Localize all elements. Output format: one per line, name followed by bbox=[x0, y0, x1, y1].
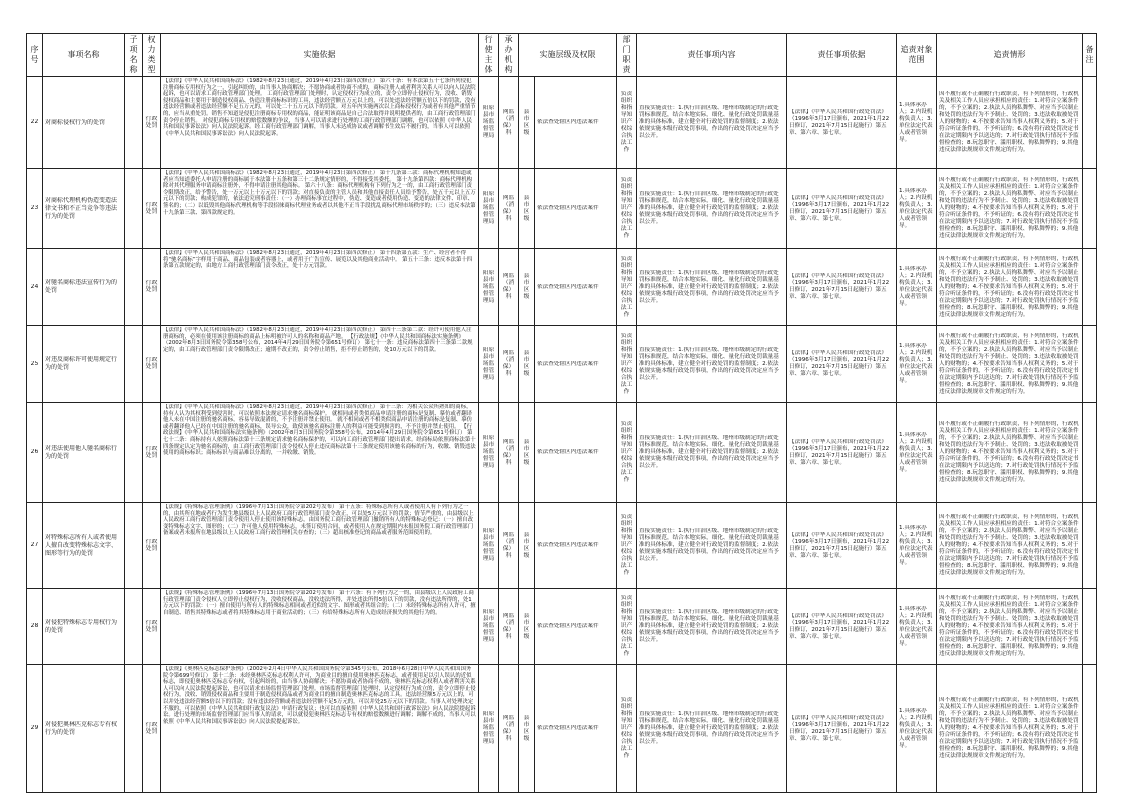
row-resp-content-text: 直接实施责任：1.执行自治区级、地州市级制定的行政处罚标准规范，结合本地实际，细化、量化行政处罚裁量基准的具体标准，建立健全对行政处罚的监督制度；2.依法依规实施本级行政处罚事项，作出的行政处罚决定应当予以公开。 bbox=[639, 346, 779, 381]
table-row bbox=[27, 77, 1097, 169]
row-undertaker-text: 网监（消保）科 bbox=[502, 350, 515, 377]
header-level: 实施层级及权限 bbox=[519, 34, 617, 77]
row-resp-basis bbox=[787, 77, 897, 169]
row-seq-text: 26 bbox=[30, 449, 39, 456]
row-power-type-text: 行政处罚 bbox=[145, 280, 158, 293]
row-resp-basis-text: 【法律】《中华人民共和国行政处罚法》（1996年3月17日颁布，2021年1月22日修订，2021年7月15日起施行）第五章、第六章、第七章。 bbox=[789, 273, 890, 300]
row-resp-basis bbox=[787, 326, 897, 403]
row-resp-content bbox=[637, 403, 787, 503]
row-resp-content bbox=[637, 169, 787, 249]
row-item-name-text: 对违法使用他人驰名商标行为的处罚 bbox=[45, 444, 118, 460]
row-resp-content bbox=[637, 503, 787, 589]
row-circumstances-text: 因不履行或不正确履行行政职责，有下列情形的，行政机关及相关工作人员应承担相应的责任：1.对符合立案条件的，不予立案的；2.执法人员徇私舞弊、对应当予以制止和处罚的违法行为不予制止、处罚的；3.违法收取被处罚人的财物的；4.不按要求告知当事人权利义务的；5.对于符合听证条件的，不予听证的；6.没有将行政处罚决定书在法定期限内予以送达的；7.对行政处罚执行情况不予监督检查的；8.玩忽职守、滥用职权、徇私舞弊的；9.其他违反法律法规规章文件规定的行为。 bbox=[939, 514, 1079, 576]
row-seq bbox=[27, 249, 43, 326]
row-note bbox=[1083, 326, 1097, 403]
row-item-name bbox=[43, 249, 125, 326]
row-power-type-text: 行政处罚 bbox=[145, 445, 158, 459]
row-basis bbox=[161, 665, 479, 793]
row-accountable-text: 1.具体承办人；2.内设机构负责人；3.单位法定代表人或者管领导。 bbox=[899, 524, 933, 566]
row-level-text-text: 依法查处辖区内违法案件 bbox=[537, 119, 599, 125]
row-subject-text: 阳原县市场监督管理局 bbox=[482, 435, 495, 469]
table-row bbox=[27, 169, 1097, 249]
row-accountable-text: 1.具体承办人；2.内设机构负责人；3.单位法定代表人或者管领导。 bbox=[899, 187, 933, 229]
row-sub-item bbox=[125, 403, 143, 503]
row-circumstances-text: 因不履行或不正确履行行政职责，有下列情形的，行政机关及相关工作人员应承担相应的责任：1.对符合立案条件的，不予立案的；2.执法人员徇私舞弊、对应当予以制止和处罚的违法行为不予制止、处罚的；3.违法收取被处罚人的财物的；4.不按要求告知当事人权利义务的；5.对于符合听证条件的，不予听证的；6.没有将行政处罚决定书在法定期限内予以送达的；7.对行政处罚执行情况不予监督检查的；8.玩忽职守、滥用职权、徇私舞弊的；9.其他违反法律法规规章文件规定的行为。 bbox=[939, 697, 1079, 759]
row-undertaker bbox=[499, 665, 519, 793]
row-power-type-text: 行政处罚 bbox=[145, 357, 158, 370]
row-undertaker-text: 网监（消保）科 bbox=[502, 612, 515, 640]
row-basis bbox=[161, 326, 479, 403]
row-duty bbox=[617, 169, 637, 249]
row-level-text-text: 依法查处辖区内违法案件 bbox=[537, 623, 599, 629]
row-duty-text: 负责组织和指导知识产权综合执法工作 bbox=[620, 255, 633, 318]
row-resp-basis bbox=[787, 589, 897, 665]
row-item-name-text: 对侵犯奥林匹克标志专有权行为的处罚 bbox=[45, 720, 118, 736]
header-power-type: 权力类型 bbox=[143, 34, 161, 77]
row-power-type bbox=[143, 77, 161, 169]
row-level-text-text: 依法查处辖区内违法案件 bbox=[537, 449, 599, 455]
row-basis-text: 【法律】《中华人民共和国商标法》（1982年8月23日通过，2019年4月23日第四次修正） 第四十三条第二款：经许可使用他人注册商标的，必须在使用该注册商标的商品上标明被许可人的名称和商品产地。 【行政法规】《中华人民共和国商标法实施条例》（2002年8月3日国务院令第358号公布，2014年4月29日国务院令第651号修订） 第七十一条：违反商标法第四十三条第二款规定的，由工商行政管理部门责令限期改正；逾期不改正的，责令停止销售，拒不停止销售的，处10万元以下的罚款。 bbox=[163, 327, 473, 353]
header-sub-item: 子项名称 bbox=[125, 34, 143, 77]
row-resp-basis-text: 【法律】《中华人民共和国行政处罚法》（1996年3月17日颁布，2021年1月22日修订，2021年7月15日起施行）第五章、第六章、第七章。 bbox=[789, 350, 890, 377]
row-basis bbox=[161, 503, 479, 589]
row-resp-basis-text: 【法律】《中华人民共和国行政处罚法》（1996年3月17日颁布，2021年1月22日修订，2021年7月15日起施行）第五章、第六章、第七章。 bbox=[789, 194, 890, 222]
row-resp-content-text: 直接实施责任：1.执行自治区级、地州市级制定的行政处罚标准规范，结合本地实际，细化、量化行政处罚裁量基准的具体标准，建立健全对行政处罚的监督制度；2.依法依规实施本级行政处罚事项，作出的行政处罚决定应当予以公开。 bbox=[639, 191, 779, 225]
row-accountable bbox=[897, 326, 937, 403]
row-circumstances-text: 因不履行或不正确履行行政职责，有下列情形的，行政机关及相关工作人员应承担相应的责任：1.对符合立案条件的，不予立案的；2.执法人员徇私舞弊、对应当予以制止和处罚的违法行为不予制止、处罚的；3.违法收取被处罚人的财物的；4.不按要求告知当事人权利义务的；5.对于符合听证条件的，不予听证的；6.没有将行政处罚决定书在法定期限内予以送达的；7.对行政处罚执行情况不予监督检查的；8.玩忽职守、滥用职权、徇私舞弊的；9.其他违反法律法规规章文件规定的行为。 bbox=[939, 421, 1079, 483]
row-sub-item bbox=[125, 503, 143, 589]
row-duty bbox=[617, 77, 637, 169]
header-basis: 实施依据 bbox=[161, 34, 479, 77]
row-subject bbox=[479, 77, 499, 169]
row-note bbox=[1083, 77, 1097, 169]
row-duty bbox=[617, 326, 637, 403]
row-basis-text: 【法律】《中华人民共和国商标法》（1982年8月23日通过，2019年4月23日第四次修正） 第十九条第三款：商标代理机构知道或者应当知道委托人申请注册的商标属于本法第十五条和第三十二条规定情形的，不得接受其委托。 第十九条第四款：商标代理机构除对其代理服务申请商标注册外，不得申请注册其他商标。 第六十八条：商标代理机构有下列行为之一的，由工商行政管理部门责令限期改正，给予警告，处一万元以上十万元以下的罚款；对直接负责的主管人员和其他直接责任人员给予警告，处五千元以上五万元以下的罚款；构成犯罪的，依法追究刑事责任：（一）办理商标事宜过程中，伪造、变造或者使用伪造、变造的法律文件、印章、签名的；（二）以诋毁其他商标代理机构等手段招徕商标代理业务或者以其他不正当手段扰乱商标代理市场秩序的；（三）违反本法第十九条第三款、第四款规定的。 bbox=[163, 170, 476, 216]
row-resp-basis-text: 【法律】《中华人民共和国行政处罚法》（1996年3月17日颁布，2021年1月22日修订，2021年7月15日起施行）第五章、第六章、第七章。 bbox=[789, 531, 890, 559]
row-basis-text: 【法规】《特殊标志管理条例》（1996年7月13日国务院令第202号发布） 第十六条：有下列行为之一的，由县级以上人民政府工商行政管理部门责令侵权人立即停止侵权行为，没收侵权商品，没收违法所得，并处违法所得5倍以下的罚款，没有违法所得的，处1万元以下的罚款：（一）擅自使用与所有人的特殊标志相同或者近似的文字、图形或者其组合的；（二）未经特殊标志所有人许可，擅自制造、销售其特殊标志或者将其特殊标志用于商业活动的；（三）有给特殊标志所有人造成经济损失的其他行为的。 bbox=[163, 590, 476, 616]
row-sub-item bbox=[125, 326, 143, 403]
row-duty-text: 负责组织和指导知识产权综合执法工作 bbox=[620, 421, 633, 483]
row-resp-basis-text: 【法律】《中华人民共和国行政处罚法》（1996年3月17日颁布，2021年1月22日修订，2021年7月15日起施行）第五章、第六章、第七章。 bbox=[789, 108, 890, 136]
row-note bbox=[1083, 589, 1097, 665]
row-circumstances-text: 因不履行或不正确履行行政职责，有下列情形的，行政机关及相关工作人员应承担相应的责任：1.对符合立案条件的，不予立案的；2.执法人员徇私舞弊、对应当予以制止和处罚的违法行为不予制止、处罚的；3.违法收取被处罚人的财物的；4.不按要求告知当事人权利义务的；5.对于符合听证条件的，不予听证的；6.没有将行政处罚决定书在法定期限内予以送达的；7.对行政处罚执行情况不予监督检查的；8.玩忽职守、滥用职权、徇私舞弊的；9.其他违反法律法规规章文件规定的行为。 bbox=[939, 177, 1079, 239]
header-subject: 行使主体 bbox=[479, 34, 499, 77]
row-item-name-text: 对违反商标许可使用规定行为的处罚 bbox=[45, 356, 118, 371]
table-row bbox=[27, 503, 1097, 589]
row-power-type-text: 行政处罚 bbox=[145, 538, 158, 552]
row-subject bbox=[479, 326, 499, 403]
row-seq-text: 29 bbox=[30, 725, 39, 732]
row-duty bbox=[617, 503, 637, 589]
row-level-text bbox=[535, 403, 617, 503]
row-circumstances bbox=[937, 169, 1083, 249]
row-subject-text: 阳原县市场监督管理局 bbox=[482, 346, 495, 381]
row-level-text-text: 依法查处辖区内违法案件 bbox=[537, 725, 599, 731]
row-level-scope-text: 县市区级 bbox=[523, 108, 530, 136]
header-circumstances: 追责情形 bbox=[937, 34, 1083, 77]
row-level-scope-text: 县市区级 bbox=[523, 273, 530, 300]
row-seq bbox=[27, 403, 43, 503]
row-subject-text: 阳原县市场监督管理局 bbox=[482, 105, 495, 139]
row-item-name bbox=[43, 665, 125, 793]
row-seq bbox=[27, 503, 43, 589]
row-sub-item bbox=[125, 665, 143, 793]
row-circumstances-text: 因不履行或不正确履行行政职责，有下列情形的，行政机关及相关工作人员应承担相应的责任：1.对符合立案条件的，不予立案的；2.执法人员徇私舞弊、对应当予以制止和处罚的违法行为不予制止、处罚的；3.违法收取被处罚人的财物的；4.不按要求告知当事人权利义务的；5.对于符合听证条件的，不予听证的；6.没有将行政处罚决定书在法定期限内予以送达的；7.对行政处罚执行情况不予监督检查的；8.玩忽职守、滥用职权、徇私舞弊的；9.其他违反法律法规规章文件规定的行为。 bbox=[939, 595, 1079, 657]
row-level-scope bbox=[519, 503, 535, 589]
row-level-scope bbox=[519, 77, 535, 169]
row-seq-text: 28 bbox=[30, 623, 39, 630]
row-basis bbox=[161, 403, 479, 503]
row-power-type bbox=[143, 169, 161, 249]
row-subject bbox=[479, 503, 499, 589]
header-accountable: 追责对象范围 bbox=[897, 34, 937, 77]
row-note bbox=[1083, 403, 1097, 503]
row-resp-content-text: 直接实施责任：1.执行自治区级、地州市级制定的行政处罚标准规范，结合本地实际，细化、量化行政处罚裁量基准的具体标准，建立健全对行政处罚的监督制度；2.依法依规实施本级行政处罚事项，作出的行政处罚决定应当予以公开。 bbox=[639, 105, 779, 139]
row-level-scope bbox=[519, 249, 535, 326]
row-level-text-text: 依法查处辖区内违法案件 bbox=[537, 283, 599, 290]
row-resp-basis-text: 【法律】《中华人民共和国行政处罚法》（1996年3月17日颁布，2021年1月22日修订，2021年7月15日起施行）第五章、第六章、第七章。 bbox=[789, 612, 890, 640]
table-row bbox=[27, 326, 1097, 403]
row-resp-basis bbox=[787, 503, 897, 589]
row-circumstances bbox=[937, 77, 1083, 169]
row-sub-item bbox=[125, 249, 143, 326]
row-sub-item bbox=[125, 169, 143, 249]
row-undertaker bbox=[499, 326, 519, 403]
row-accountable bbox=[897, 589, 937, 665]
row-accountable-text: 1.具体承办人；2.内设机构负责人；3.单位法定代表人或者管领导。 bbox=[899, 101, 933, 143]
row-duty-text: 负责组织和指导知识产权综合执法工作 bbox=[620, 514, 633, 576]
row-sub-item bbox=[125, 77, 143, 169]
row-accountable-text: 1.具体承办人；2.内设机构负责人；3.单位法定代表人或者管领导。 bbox=[899, 707, 933, 749]
row-duty-text: 负责组织和指导知识产权综合执法工作 bbox=[620, 91, 633, 153]
row-resp-content bbox=[637, 665, 787, 793]
row-subject-text: 阳原县市场监督管理局 bbox=[482, 191, 495, 225]
row-sub-item bbox=[125, 589, 143, 665]
row-level-text bbox=[535, 169, 617, 249]
row-resp-content bbox=[637, 77, 787, 169]
row-item-name bbox=[43, 326, 125, 403]
table-row bbox=[27, 403, 1097, 503]
row-seq-text: 27 bbox=[30, 542, 39, 549]
row-item-name-text: 对侵犯特殊标志专用权行为的处罚 bbox=[45, 618, 118, 634]
row-level-scope-text: 县市区级 bbox=[523, 714, 530, 742]
row-power-type-text: 行政处罚 bbox=[145, 201, 158, 215]
row-accountable bbox=[897, 665, 937, 793]
row-item-name-text: 对特殊标志所有人或者使用人擅自改变特殊标志文字、图形等行为的处罚 bbox=[45, 533, 118, 557]
row-power-type-text: 行政处罚 bbox=[145, 721, 158, 735]
row-seq bbox=[27, 589, 43, 665]
row-undertaker bbox=[499, 77, 519, 169]
row-duty bbox=[617, 403, 637, 503]
row-level-text-text: 依法查处辖区内违法案件 bbox=[537, 205, 599, 211]
row-resp-content-text: 直接实施责任：1.执行自治区级、地州市级制定的行政处罚标准规范，结合本地实际，细化、量化行政处罚裁量基准的具体标准，建立健全对行政处罚的监督制度；2.依法依规实施本级行政处罚事项，作出的行政处罚决定应当予以公开。 bbox=[639, 269, 779, 304]
header-seq: 序号 bbox=[27, 34, 43, 77]
row-basis-text: 【法规】《奥林匹克标志保护条例》（2002年2月4日中华人民共和国国务院令第345号公布，2018年6月28日中华人民共和国国务院令第699号修订） 第十二条：未经奥林匹克标志权利人许可，为商业目的擅自使用奥林匹克标志，或者使用足以引人误认的近似标志，即侵犯奥林匹克标志专有权，引起纠纷的，由当事人协商解决；不愿协商或者协商不成的，奥林匹克标志权利人或者利害关系人可以向人民法院提起诉讼，也可以请求市场监督管理部门处理。市场监督管理部门处理时，认定侵权行为成立的，责令立即停止侵权行为，没收、销毁侵权商品和主要用于制造侵权商品或者为商业目的擅自制造奥林匹克标志的工具。违法经营额5万元以上的，可以并处违法经营额5倍以下的罚款；没有违法经营额或者违法经营额不足5万元的，可以并处25万元以下的罚款。当事人对处理决定不服的，可以依照《中华人民共和国行政复议法》申请行政复议；也可以直接依照《中华人民共和国行政诉讼法》向人民法院提起诉讼。进行处理的市场监督管理部门应当事人的请求，可以就侵犯奥林匹克标志专有权的赔偿数额进行调解；调解不成的，当事人可以依照《中华人民共和国民事诉讼法》向人民法院提起诉讼。 bbox=[163, 666, 476, 725]
row-resp-basis bbox=[787, 249, 897, 326]
row-accountable bbox=[897, 77, 937, 169]
row-level-scope-text: 县市区级 bbox=[523, 531, 530, 559]
row-resp-basis-text: 【法律】《中华人民共和国行政处罚法》（1996年3月17日颁布，2021年1月22日修订，2021年7月15日起施行）第五章、第六章、第七章。 bbox=[789, 438, 890, 466]
row-power-type bbox=[143, 665, 161, 793]
row-basis bbox=[161, 77, 479, 169]
row-accountable-text: 1.具体承办人；2.内设机构负责人；3.单位法定代表人或者管领导。 bbox=[899, 266, 933, 307]
row-accountable-text: 1.具体承办人；2.内设机构负责人；3.单位法定代表人或者管领导。 bbox=[899, 431, 933, 473]
row-level-scope-text: 县市区级 bbox=[523, 350, 530, 377]
row-duty-text: 负责组织和指导知识产权综合执法工作 bbox=[620, 697, 633, 759]
row-undertaker-text: 网监（消保）科 bbox=[502, 108, 515, 136]
table-row bbox=[27, 249, 1097, 326]
row-circumstances-text: 因不履行或不正确履行行政职责，有下列情形的，行政机关及相关工作人员应承担相应的责任：1.对符合立案条件的，不予立案的；2.执法人员徇私舞弊、对应当予以制止和处罚的违法行为不予制止、处罚的；3.违法收取被处罚人的财物的；4.不按要求告知当事人权利义务的；5.对于符合听证条件的，不予听证的；6.没有将行政处罚决定书在法定期限内予以送达的；7.对行政处罚执行情况不予监督检查的；8.玩忽职守、滥用职权、徇私舞弊的；9.其他违反法律法规规章文件规定的行为。 bbox=[939, 91, 1079, 153]
row-level-scope-text: 县市区级 bbox=[523, 438, 530, 466]
row-resp-content-text: 直接实施责任：1.执行自治区级、地州市级制定的行政处罚标准规范，结合本地实际，细化、量化行政处罚裁量基准的具体标准，建立健全对行政处罚的监督制度；2.依法依规实施本级行政处罚事项，作出的行政处罚决定应当予以公开。 bbox=[639, 528, 779, 562]
row-undertaker-text: 网监（消保）科 bbox=[502, 531, 515, 559]
row-circumstances bbox=[937, 326, 1083, 403]
row-item-name bbox=[43, 77, 125, 169]
row-power-type-text: 行政处罚 bbox=[145, 115, 158, 129]
row-power-type bbox=[143, 589, 161, 665]
row-duty bbox=[617, 249, 637, 326]
row-basis bbox=[161, 169, 479, 249]
row-accountable bbox=[897, 169, 937, 249]
row-level-scope bbox=[519, 403, 535, 503]
row-seq bbox=[27, 665, 43, 793]
row-subject-text: 阳原县市场监督管理局 bbox=[482, 269, 495, 304]
row-basis-text: 【法律】《中华人民共和国商标法》（1982年8月23日通过，2019年4月23日第四次修正） 第十四条第五款：生产、经营者不得将“驰名商标”字样用于商品、商品包装或者容器上，或者用于广告宣传、展览以及其他商业活动中。 第五十三条：违反本法第十四条第五款规定的，由地方工商行政管理部门责令改正，处十万元罚款。 bbox=[163, 250, 473, 270]
row-power-type bbox=[143, 249, 161, 326]
row-circumstances bbox=[937, 249, 1083, 326]
row-resp-basis-text: 【法律】《中华人民共和国行政处罚法》（1996年3月17日颁布，2021年1月22日修订，2021年7月15日起施行）第五章、第六章、第七章。 bbox=[789, 714, 890, 742]
row-circumstances bbox=[937, 503, 1083, 589]
row-circumstances-text: 因不履行或不正确履行行政职责，有下列情形的，行政机关及相关工作人员应承担相应的责任：1.对符合立案条件的，不予立案的；2.执法人员徇私舞弊、对应当予以制止和处罚的违法行为不予制止、处罚的；3.违法收取被处罚人的财物的；4.不按要求告知当事人权利义务的；5.对于符合听证条件的，不予听证的；6.没有将行政处罚决定书在法定期限内予以送达的；7.对行政处罚执行情况不予监督检查的；8.玩忽职守、滥用职权、徇私舞弊的；9.其他违反法律法规规章文件规定的行为。 bbox=[939, 255, 1079, 318]
row-basis-text: 【法律】《中华人民共和国商标法》（1982年8月23日通过，2019年4月23日第四次修正） 第六十条：有本法第五十七条所列侵犯注册商标专用权行为之一，引起纠纷的，由当事人协商解决；不愿协商或者协商不成的，商标注册人或者利害关系人可以向人民法院起诉，也可以请求工商行政管理部门处理。 工商行政管理部门处理时，认定侵权行为成立的，责令立即停止侵权行为，没收、销毁侵权商品和主要用于制造侵权商品、伪造注册商标标识的工具，违法经营额五万元以上的，可以处违法经营额五倍以下的罚款，没有违法经营额或者违法经营额不足五万元的，可以处二十五万元以下的罚款。对五年内实施两次以上商标侵权行为或者有其他严重情节的，应当从重处罚。销售不知道是侵犯注册商标专用权的商品，能证明该商品是自己合法取得并说明提供者的，由工商行政管理部门责令停止销售。 对侵犯商标专用权的赔偿数额的争议，当事人可以请求进行处理的工商行政管理部门调解，也可以依照《中华人民共和国民事诉讼法》向人民法院起诉。经工商行政管理部门调解，当事人未达成协议或者调解书生效后不履行的，当事人可以依照《中华人民共和国民事诉讼法》向人民法院起诉。 bbox=[163, 78, 476, 137]
row-item-name-text: 对商标代理机构伪造变造法律文书和不正当竞争等违法行为的处罚 bbox=[45, 196, 118, 220]
row-circumstances-text: 因不履行或不正确履行行政职责，有下列情形的，行政机关及相关工作人员应承担相应的责任：1.对符合立案条件的，不予立案的；2.执法人员徇私舞弊、对应当予以制止和处罚的违法行为不予制止、处罚的；3.违法收取被处罚人的财物的；4.不按要求告知当事人权利义务的；5.对于符合听证条件的，不予听证的；6.没有将行政处罚决定书在法定期限内予以送达的；7.对行政处罚执行情况不予监督检查的；8.玩忽职守、滥用职权、徇私舞弊的；9.其他违反法律法规规章文件规定的行为。 bbox=[939, 332, 1079, 395]
row-item-name bbox=[43, 403, 125, 503]
row-power-type bbox=[143, 503, 161, 589]
row-level-scope bbox=[519, 589, 535, 665]
row-undertaker-text: 网监（消保）科 bbox=[502, 194, 515, 222]
row-level-text bbox=[535, 77, 617, 169]
row-basis-text: 【法律】《中华人民共和国商标法》（1982年8月23日通过，2019年4月23日第四次修正） 第十三条：为相关公众所熟知的商标，持有人认为其权利受到侵害时，可以依照本法规定请求驰名商标保护。 就相同或者类似商品申请注册的商标是复制、摹仿或者翻译他人未在中国注册的驰名商标，容易导致混淆的，不予注册并禁止使用。 就不相同或者不相类似商品申请注册的商标是复制、摹仿或者翻译他人已经在中国注册的驰名商标，误导公众，致使该驰名商标注册人的利益可能受到损害的，不予注册并禁止使用。 【行政法规】《中华人民共和国商标法实施条例》（2002年8月3日国务院令第358号公布，2014年4月29日国务院令第651号修订） 第七十二条：商标持有人依照商标法第十三条规定请求驰名商标保护的，可以向工商行政管理部门提出请求。经商标局依照商标法第十四条规定认定为驰名商标的，由工商行政管理部门责令侵权人停止违反商标法第十三条规定使用该驰名商标的行为，收缴、销毁违法使用的商标标识；商标标识与商品难以分离的，一并收缴、销毁。 bbox=[163, 404, 476, 457]
row-duty bbox=[617, 589, 637, 665]
row-level-text bbox=[535, 249, 617, 326]
row-note bbox=[1083, 169, 1097, 249]
row-note bbox=[1083, 249, 1097, 326]
row-level-scope bbox=[519, 169, 535, 249]
table-row bbox=[27, 665, 1097, 793]
power-list-table bbox=[26, 33, 1097, 793]
header-note: 备注 bbox=[1083, 34, 1097, 77]
header-resp-content: 责任事项内容 bbox=[637, 34, 787, 77]
row-item-name bbox=[43, 503, 125, 589]
row-power-type bbox=[143, 326, 161, 403]
row-subject bbox=[479, 665, 499, 793]
row-duty-text: 负责组织和指导知识产权综合执法工作 bbox=[620, 332, 633, 395]
row-subject bbox=[479, 169, 499, 249]
table-row bbox=[27, 589, 1097, 665]
row-basis bbox=[161, 249, 479, 326]
row-subject-text: 阳原县市场监督管理局 bbox=[482, 609, 495, 643]
row-resp-basis bbox=[787, 665, 897, 793]
row-basis bbox=[161, 589, 479, 665]
row-resp-basis bbox=[787, 169, 897, 249]
row-seq bbox=[27, 326, 43, 403]
row-seq-text: 23 bbox=[30, 205, 39, 212]
row-level-text bbox=[535, 589, 617, 665]
row-level-scope-text: 县市区级 bbox=[523, 612, 530, 640]
row-resp-basis bbox=[787, 403, 897, 503]
header-item-name: 事项名称 bbox=[43, 34, 125, 77]
row-note bbox=[1083, 503, 1097, 589]
row-item-name-text: 对驰名商标违法宣传行为的处罚 bbox=[45, 279, 118, 294]
row-item-name bbox=[43, 589, 125, 665]
row-item-name-text: 对商标侵权行为的处罚 bbox=[45, 118, 106, 126]
row-undertaker bbox=[499, 403, 519, 503]
row-subject-text: 阳原县市场监督管理局 bbox=[482, 711, 495, 745]
row-resp-content-text: 直接实施责任：1.执行自治区级、地州市级制定的行政处罚标准规范，结合本地实际，细化、量化行政处罚裁量基准的具体标准，建立健全对行政处罚的监督制度；2.依法依规实施本级行政处罚事项，作出的行政处罚决定应当予以公开。 bbox=[639, 609, 779, 643]
header-duty: 部门职责 bbox=[617, 34, 637, 77]
row-accountable bbox=[897, 403, 937, 503]
row-item-name bbox=[43, 169, 125, 249]
row-duty bbox=[617, 665, 637, 793]
row-seq-text: 25 bbox=[30, 360, 39, 367]
row-level-text-text: 依法查处辖区内违法案件 bbox=[537, 360, 599, 367]
row-level-text-text: 依法查处辖区内违法案件 bbox=[537, 542, 599, 548]
row-resp-content bbox=[637, 249, 787, 326]
row-duty-text: 负责组织和指导知识产权综合执法工作 bbox=[620, 595, 633, 657]
row-power-type-text: 行政处罚 bbox=[145, 619, 158, 633]
row-accountable-text: 1.具体承办人；2.内设机构负责人；3.单位法定代表人或者管领导。 bbox=[899, 343, 933, 384]
row-level-scope-text: 县市区级 bbox=[523, 194, 530, 222]
header-resp-basis: 责任事项依据 bbox=[787, 34, 897, 77]
row-resp-content bbox=[637, 589, 787, 665]
row-undertaker-text: 网监（消保）科 bbox=[502, 714, 515, 742]
row-level-scope bbox=[519, 326, 535, 403]
row-resp-content bbox=[637, 326, 787, 403]
row-undertaker bbox=[499, 169, 519, 249]
row-accountable bbox=[897, 503, 937, 589]
row-accountable bbox=[897, 249, 937, 326]
row-accountable-text: 1.具体承办人；2.内设机构负责人；3.单位法定代表人或者管领导。 bbox=[899, 605, 933, 647]
row-seq bbox=[27, 77, 43, 169]
row-resp-content-text: 直接实施责任：1.执行自治区级、地州市级制定的行政处罚标准规范，结合本地实际，细化、量化行政处罚裁量基准的具体标准，建立健全对行政处罚的监督制度；2.依法依规实施本级行政处罚事项，作出的行政处罚决定应当予以公开。 bbox=[639, 711, 779, 745]
row-seq-text: 22 bbox=[30, 119, 39, 126]
row-power-type bbox=[143, 403, 161, 503]
row-circumstances bbox=[937, 589, 1083, 665]
row-undertaker-text: 网监（消保）科 bbox=[502, 438, 515, 466]
row-subject bbox=[479, 249, 499, 326]
header-undertaker: 承办机构 bbox=[499, 34, 519, 77]
row-undertaker bbox=[499, 249, 519, 326]
row-circumstances bbox=[937, 403, 1083, 503]
row-note bbox=[1083, 665, 1097, 793]
row-circumstances bbox=[937, 665, 1083, 793]
row-level-text bbox=[535, 503, 617, 589]
row-seq-text: 24 bbox=[30, 283, 39, 290]
row-undertaker bbox=[499, 503, 519, 589]
row-resp-content-text: 直接实施责任：1.执行自治区级、地州市级制定的行政处罚标准规范，结合本地实际，细化、量化行政处罚裁量基准的具体标准，建立健全对行政处罚的监督制度；2.依法依规实施本级行政处罚事项，作出的行政处罚决定应当予以公开。 bbox=[639, 435, 779, 469]
row-duty-text: 负责组织和指导知识产权综合执法工作 bbox=[620, 177, 633, 239]
row-undertaker bbox=[499, 589, 519, 665]
row-subject bbox=[479, 589, 499, 665]
row-seq bbox=[27, 169, 43, 249]
row-undertaker-text: 网监（消保）科 bbox=[502, 273, 515, 300]
header-row bbox=[27, 34, 1097, 77]
row-level-text bbox=[535, 326, 617, 403]
row-subject-text: 阳原县市场监督管理局 bbox=[482, 528, 495, 562]
row-level-text bbox=[535, 665, 617, 793]
row-basis-text: 【法规】《特殊标志管理条例》（1996年7月13日国务院令第202号发布） 第十五条：特殊标志所有人或者使用人有下列行为之一的，由其所在地或者行为发生地县级以上人民政府工商行政管理部门责令改正，可以处5万元以下的罚款；情节严重的，由县级以上人民政府工商行政管理部门责令使用人停止使用该特殊标志，由国务院工商行政管理部门撤销所有人的特殊标志登记：（一）擅自改变特殊标志文字、图形的；（二）许可他人使用特殊标志，未签订使用合同，或者使用人在规定期限内未报国务院工商行政管理部门备案或者未报所在地县级以上人民政府工商行政管理机关存查的；（三）超出核准登记的商品或者服务范围使用的。 bbox=[163, 504, 474, 537]
row-level-scope bbox=[519, 665, 535, 793]
row-subject bbox=[479, 403, 499, 503]
